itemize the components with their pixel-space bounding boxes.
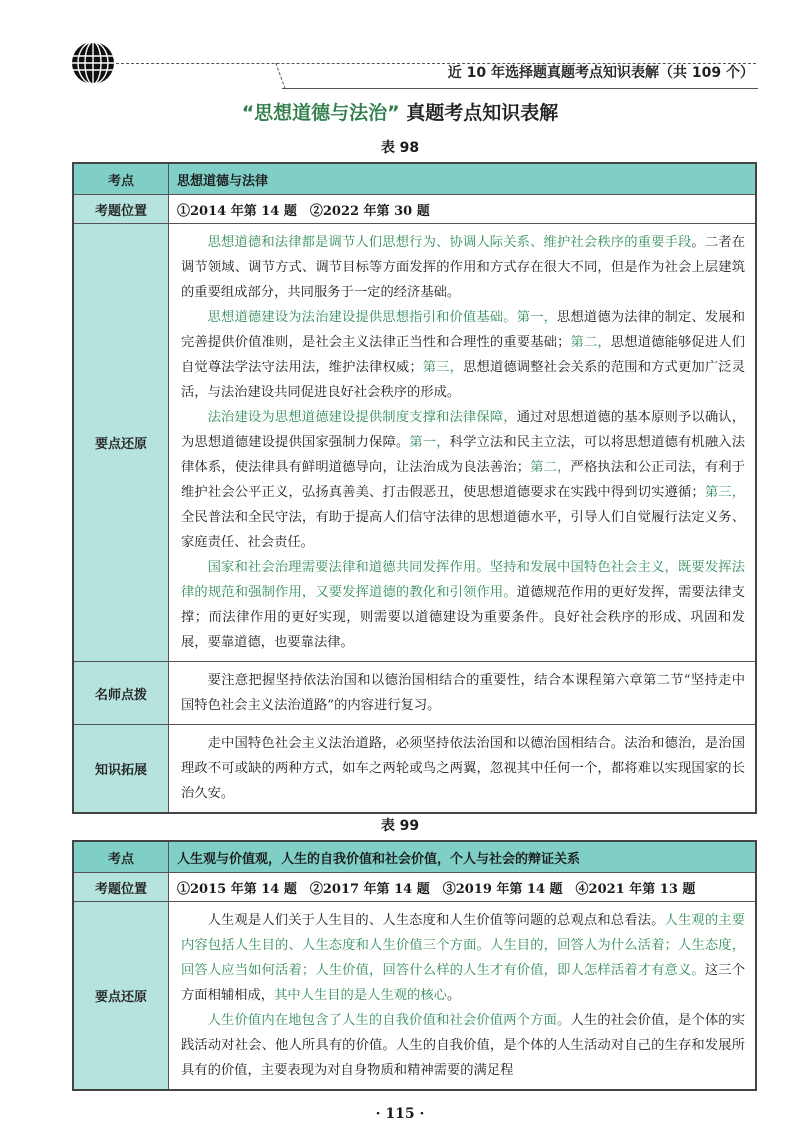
position-value: ①2014 年第 14 题 ②2022 年第 30 题 [169, 195, 757, 224]
highlight-text: 其中人生目的是人生观的核心 [274, 988, 447, 1003]
highlight-text: 思想道德和法律都是调节人们思想行为、协调人际关系、维护社会秩序的重要手段 [207, 235, 692, 250]
label-position: 考题位置 [73, 873, 169, 902]
body-text: 道德规范作用的更好发挥，需要法律支撑；而法律作用的更好实现，则需要以道德建设为重要条件。良好社会秩序的形成、巩固和发展，要靠道德，也要靠法律。 [181, 585, 746, 650]
points-body [169, 902, 757, 1091]
body-text: 。二者在调节领域、调节方式、调节目标等方面发挥的作用和方式存在很大不同，但是作为社会上层建筑的重要组成部分，共同服务于一定的经济基础。 [181, 235, 746, 300]
globe-logo-icon [70, 40, 116, 86]
highlight-text: 第一， [409, 435, 450, 450]
table-row [73, 224, 756, 662]
highlight-text: 法治建设为思想道德建设提供制度支撑和法律保障， [207, 410, 517, 425]
highlight-text: 思想道德建设为法治建设提供思想指引和价值基础。 [207, 310, 517, 325]
page-title [0, 98, 800, 125]
body-text: 严格执法和公正司法，有利于维护社会公平正义，弘扬真善美、打击假恶丑，使思想道德要求在实践中得到切实遵循； [181, 460, 746, 500]
label-topic: 考点 [73, 841, 169, 873]
ext-body [169, 725, 757, 814]
header-rule [282, 88, 758, 89]
table-row [73, 195, 756, 224]
paragraph [181, 908, 745, 1008]
body-text: 这三个方面相辅相成， [181, 963, 746, 1003]
running-header: 近 10 年选择题真题考点知识表解（共 109 个） [447, 65, 754, 81]
paragraph [181, 1008, 745, 1083]
table-99 [72, 840, 757, 1091]
label-points: 要点还原 [73, 224, 169, 662]
highlight-text: 第二， [570, 335, 611, 350]
body-text: 思想道德能够促进人们自觉尊法学法守法用法，维护法律权威； [181, 335, 746, 375]
highlight-text: 国家和社会治理需要法律和道德共同发挥作用。坚持和发展中国特色社会主义，既要发挥法律的规范和强制作用，又要发挥道德的教化和引领作用。 [181, 560, 745, 600]
page-title-dark: 真题考点知识表解 [406, 102, 559, 124]
highlight-text: 第一， [516, 310, 558, 325]
label-tips: 名师点拨 [73, 662, 169, 725]
table-row [73, 725, 756, 814]
body-text: 科学立法和民主立法，可以将思想道德有机融入法律体系，使法律具有鲜明道德导向，让法治成为良法善治； [181, 435, 746, 475]
highlight-text: 第二， [530, 460, 571, 475]
table-row [73, 163, 756, 195]
table-98 [72, 162, 757, 814]
body-text: 思想道德为法律的制定、发展和完善提供价值准则，是社会主义法律正当性和合理性的重要基础； [181, 310, 746, 350]
paragraph [181, 405, 745, 555]
highlight-text: 第三， [422, 360, 464, 375]
body-text: 全民普法和全民守法，有助于提高人们信守法律的思想道德水平，引导人们自觉履行法定义务、家庭责任、社会责任。 [181, 510, 745, 550]
label-ext: 知识拓展 [73, 725, 169, 814]
highlight-text: 第三， [704, 485, 746, 500]
label-position: 考题位置 [73, 195, 169, 224]
table-99-caption: 表 99 [380, 818, 420, 834]
table-row [73, 662, 756, 725]
points-body [169, 224, 757, 662]
ext-text: 走中国特色社会主义法治道路，必须坚持依法治国和以德治国相结合。法治和德治，是治国理政不可或缺的两种方式，如车之两轮或鸟之两翼，忽视其中任何一个，都将难以实现国家的长治久安。 [181, 736, 745, 801]
highlight-text: 人生价值内在地包含了人生的自我价值和社会价值两个方面。 [207, 1013, 571, 1028]
table-row [73, 841, 756, 873]
tips-body [169, 662, 757, 725]
label-topic: 考点 [73, 163, 169, 195]
page-title-green: “思想道德与法治” [241, 102, 400, 124]
body-text: 。 [446, 988, 461, 1003]
body-text: 人生观是人们关于人生目的、人生态度和人生价值等问题的总观点和总看法。 [207, 913, 665, 928]
body-text: 思想道德调整社会关系的范围和方式更加广泛灵活，与法治建设共同促进良好社会秩序的形成。 [181, 360, 746, 400]
page-number: · 115 · [375, 1106, 425, 1122]
table-row [73, 873, 756, 902]
table-98-caption: 表 98 [380, 140, 420, 156]
label-points: 要点还原 [73, 902, 169, 1091]
topic-value: 人生观与价值观，人生的自我价值和社会价值，个人与社会的辩证关系 [169, 841, 757, 873]
topic-value: 思想道德与法律 [169, 163, 757, 195]
header-step-rule [265, 63, 285, 89]
body-text: 人生的社会价值，是个体的实践活动对社会、他人所具有的价值。人生的自我价值，是个体的人生活动对自己的生存和发展所具有的价值，主要表现为对自身物质和精神需要的满足程 [181, 1013, 746, 1078]
paragraph [181, 555, 745, 655]
highlight-text: 人生观的主要内容包括人生目的、人生态度和人生价值三个方面。人生目的，回答人为什么活着；人生态度，回答人应当如何活着；人生价值，回答什么样的人生才有价值，即人怎样活着才有意义。 [181, 913, 746, 978]
paragraph [181, 305, 745, 405]
table-row [73, 902, 756, 1091]
tips-text: 要注意把握坚持依法治国和以德治国相结合的重要性，结合本课程第六章第二节“坚持走中国特色社会主义法治道路”的内容进行复习。 [181, 673, 745, 713]
body-text: 通过对思想道德的基本原则予以确认，为思想道德建设提供国家强制力保障。 [181, 410, 746, 450]
position-value: ①2015 年第 14 题 ②2017 年第 14 题 ③2019 年第 14 题 ④2021 年第 13 题 [169, 873, 757, 902]
paragraph [181, 230, 745, 305]
